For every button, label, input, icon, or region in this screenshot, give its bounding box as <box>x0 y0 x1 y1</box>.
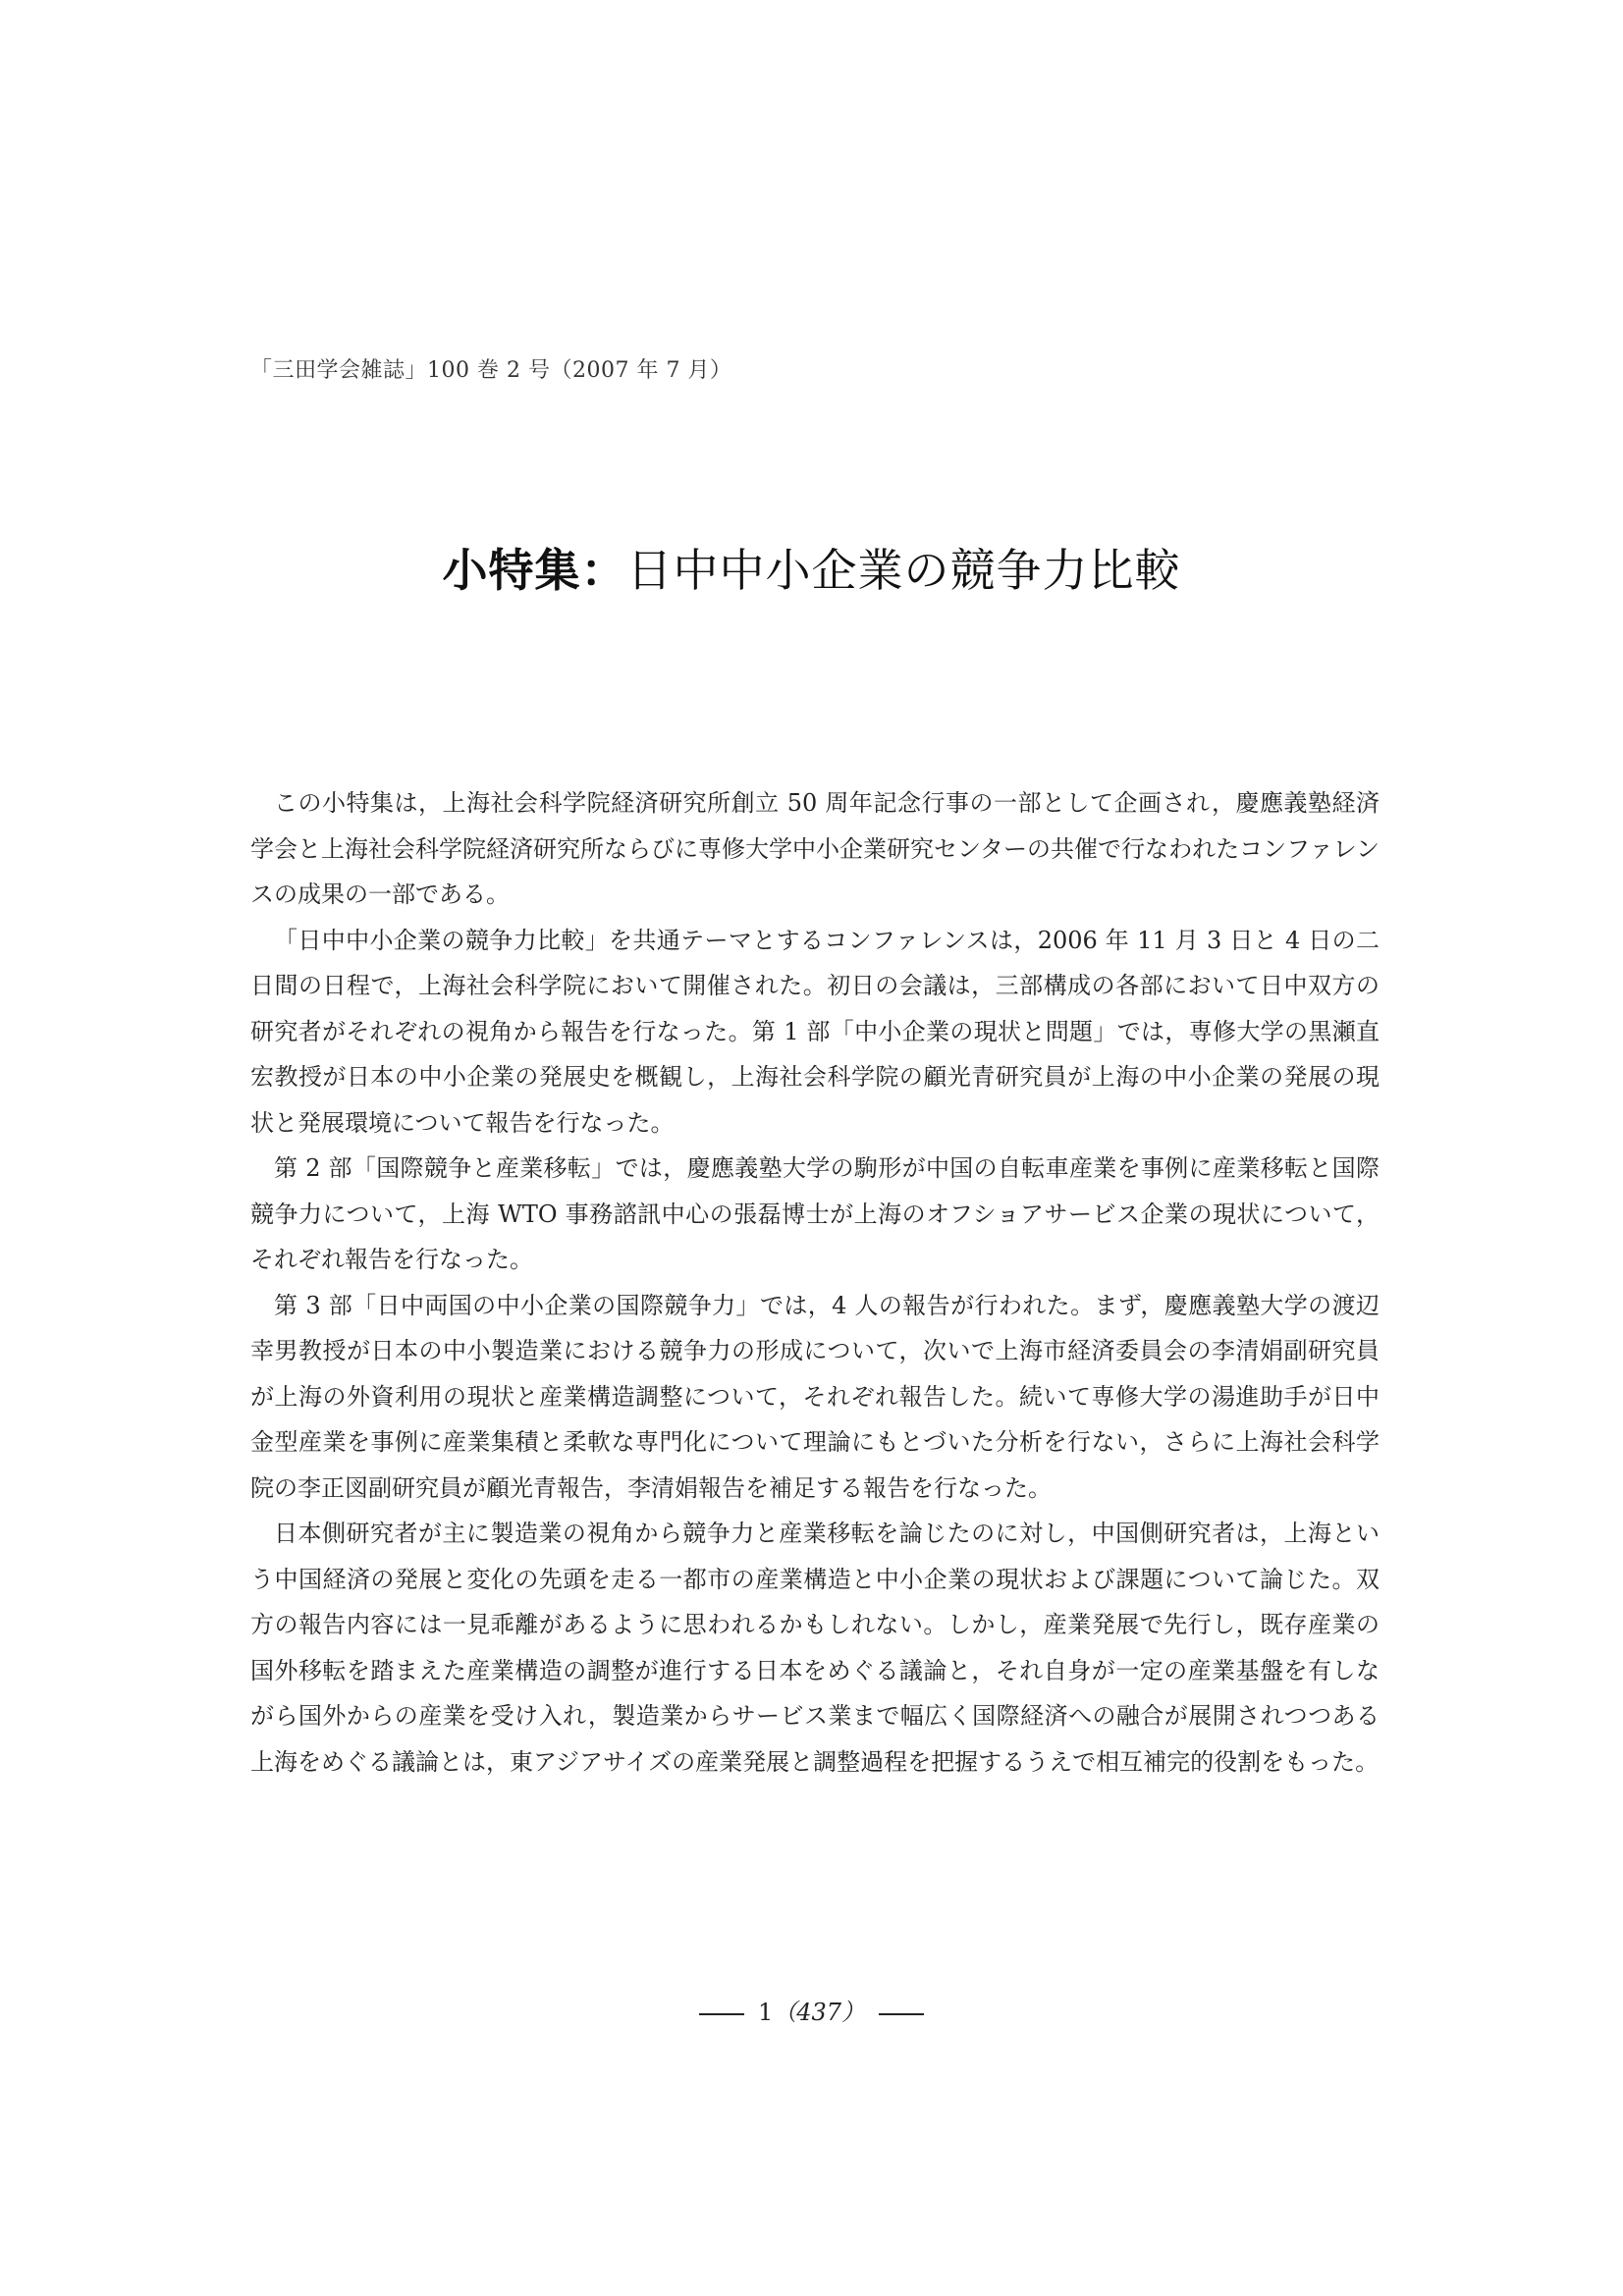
journal-header: 「三田学会雑誌」100 巻 2 号（2007 年 7 月） <box>250 358 732 383</box>
body-text <box>250 780 1380 1785</box>
page-number: 1 <box>757 1999 774 2026</box>
footer-dash-right <box>879 2013 924 2015</box>
section-title-prefix: 小特集： <box>442 544 627 597</box>
page-footer <box>0 1993 1623 2027</box>
paragraph: この小特集は，上海社会科学院経済研究所創立 50 周年記念行事の一部として企画され，慶應義塾経済学会と上海社会科学院経済研究所ならびに専修大学中小企業研究センターの共催で行なわれたコンファレンスの成果の一部である。 <box>250 789 1380 908</box>
section-title-main: 日中中小企業の競争力比較 <box>626 544 1181 597</box>
footer-dash-left <box>699 2013 744 2015</box>
paragraph: 日本側研究者が主に製造業の視角から競争力と産業移転を論じたのに対し，中国側研究者は，上海という中国経済の発展と変化の先頭を走る一都市の産業構造と中小企業の現状および課題について論じた。双方の報告内容には一見乖離があるように思われるかもしれない。しかし，産業発展で先行し，既存産業の国外移転を踏まえた産業構造の調整が進行する日本をめぐる議論と，それ自身が一定の産業基盤を有しながら国外からの産業を受け入れ，製造業からサービス業まで幅広く国際経済への融合が展開されつつある上海をめぐる議論とは，東アジアサイズの産業発展と調整過程を把握するうえで相互補完的役割をもった。 <box>250 1520 1380 1776</box>
paragraph: 第 3 部「日中両国の中小企業の国際競争力」では，4 人の報告が行われた。まず，慶應義塾大学の渡辺幸男教授が日本の中小製造業における競争力の形成について，次いで上海市経済委員会の李清娟副研究員が上海の外資利用の現状と産業構造調整について，それぞれ報告した。続いて専修大学の湯進助手が日中金型産業を事例に産業集積と柔軟な専門化について理論にもとづいた分析を行ない，さらに上海社会科学院の李正図副研究員が顧光青報告，李清娟報告を補足する報告を行なった。 <box>250 1291 1380 1502</box>
paragraph: 第 2 部「国際競争と産業移転」では，慶應義塾大学の駒形が中国の自転車産業を事例に産業移転と国際競争力について，上海 WTO 事務諮訊中心の張磊博士が上海のオフショアサービス企業の現状について，それぞれ報告を行なった。 <box>250 1154 1380 1273</box>
paragraph: 「日中中小企業の競争力比較」を共通テーマとするコンファレンスは，2006 年 11 月 3 日と 4 日の二日間の日程で，上海社会科学院において開催された。初日の会議は，三部構成の各部において日中双方の研究者がそれぞれの視角から報告を行なった。第 1 部「中小企業の現状と問題」では，専修大学の黒瀬直宏教授が日本の中小企業の発展史を概観し，上海社会科学院の顧光青研究員が上海の中小企業の発展の現状と発展環境について報告を行なった。 <box>250 926 1380 1137</box>
section-title <box>0 535 1623 600</box>
total-page-number: （437） <box>773 1999 866 2026</box>
